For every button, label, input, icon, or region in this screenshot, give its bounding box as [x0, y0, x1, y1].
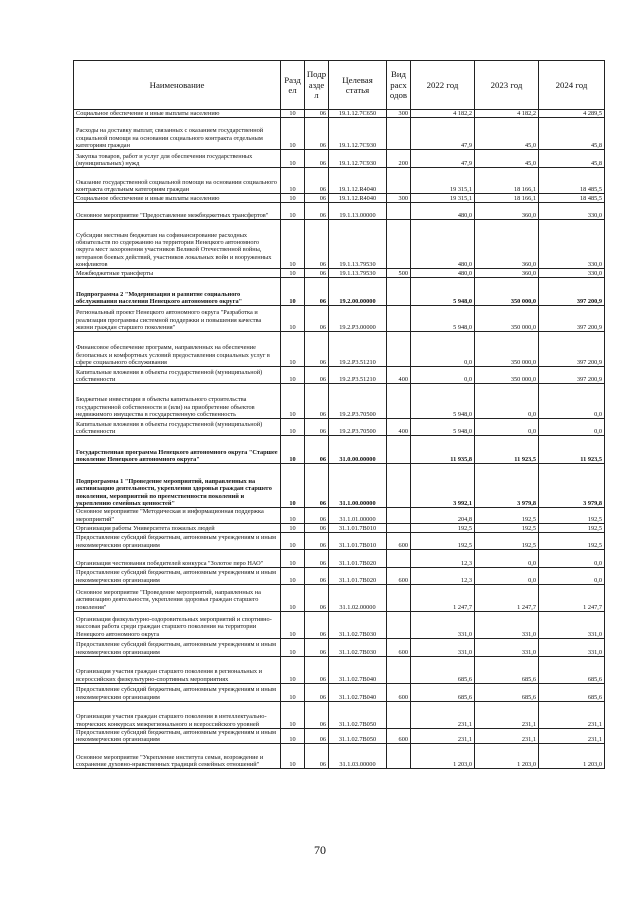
row-expense-type: 600	[387, 728, 411, 744]
row-amount-2024: 192,5	[539, 523, 605, 532]
row-target-article: 19.2.P3.51210	[329, 367, 387, 384]
row-target-article: 19.1.12.7С930	[329, 118, 387, 150]
row-expense-type: 600	[387, 532, 411, 549]
row-expense-type	[387, 306, 411, 332]
row-target-article: 19.1.12.R4040	[329, 194, 387, 203]
row-expense-type	[387, 744, 411, 769]
row-razdel: 10	[281, 419, 305, 436]
row-target-article: 31.1.02.7В050	[329, 701, 387, 728]
row-amount-2024: 397 200,9	[539, 332, 605, 367]
row-expense-type	[387, 701, 411, 728]
row-name: Организация чествования победителей конкурса "Золотое перо НАО"	[74, 549, 281, 567]
row-amount-2024: 331,0	[539, 638, 605, 656]
row-target-article: 19.1.12.R4040	[329, 168, 387, 194]
row-amount-2024: 45,8	[539, 150, 605, 168]
row-expense-type	[387, 436, 411, 464]
row-amount-2024: 330,0	[539, 220, 605, 269]
row-target-article: 31.1.02.00000	[329, 584, 387, 611]
row-amount-2024: 192,5	[539, 508, 605, 524]
row-amount-2022: 12,3	[411, 549, 475, 567]
header-podrazdel: Подр азде л	[305, 61, 329, 110]
budget-sheet	[73, 60, 604, 769]
row-razdel: 10	[281, 549, 305, 567]
row-expense-type: 400	[387, 419, 411, 436]
table-row	[74, 150, 605, 168]
row-expense-type	[387, 549, 411, 567]
row-amount-2022: 192,5	[411, 523, 475, 532]
row-amount-2024: 18 485,5	[539, 168, 605, 194]
row-podrazdel: 06	[305, 611, 329, 638]
table-row	[74, 168, 605, 194]
row-target-article: 31.1.01.7В010	[329, 523, 387, 532]
row-razdel: 10	[281, 367, 305, 384]
row-amount-2022: 685,6	[411, 683, 475, 701]
table-row	[74, 656, 605, 683]
row-name: Региональный проект Ненецкого автономного округа "Разработка и реализация программы системной поддержки и повышения качества жизни граждан старшего поколения"	[74, 306, 281, 332]
row-amount-2023: 350 000,0	[475, 306, 539, 332]
row-amount-2022: 1 247,7	[411, 584, 475, 611]
row-razdel: 10	[281, 508, 305, 524]
row-name: Организация участия граждан старшего поколения в интеллектуально-творческих конкурсах межрегионального и всероссийского уровней	[74, 701, 281, 728]
row-amount-2023: 11 923,5	[475, 436, 539, 464]
row-target-article: 19.2.P3.70500	[329, 384, 387, 419]
row-amount-2024: 192,5	[539, 532, 605, 549]
row-expense-type: 200	[387, 150, 411, 168]
row-name: Закупка товаров, работ и услуг для обеспечения государственных (муниципальных) нужд	[74, 150, 281, 168]
row-podrazdel: 06	[305, 656, 329, 683]
row-amount-2024: 11 923,5	[539, 436, 605, 464]
row-amount-2022: 5 948,0	[411, 384, 475, 419]
table-row	[74, 464, 605, 508]
row-target-article: 19.1.12.7С650	[329, 110, 387, 118]
row-razdel: 10	[281, 638, 305, 656]
row-name: Социальное обеспечение и иные выплаты населению	[74, 110, 281, 118]
row-podrazdel: 06	[305, 203, 329, 220]
row-name: Организация работы Университета пожилых людей	[74, 523, 281, 532]
row-amount-2024: 4 289,5	[539, 110, 605, 118]
row-amount-2023: 0,0	[475, 384, 539, 419]
row-target-article: 19.2.P3.00000	[329, 306, 387, 332]
table-row	[74, 638, 605, 656]
header-expense-type: Вид расх одов	[387, 61, 411, 110]
row-razdel: 10	[281, 278, 305, 306]
row-amount-2024: 0,0	[539, 384, 605, 419]
row-expense-type: 300	[387, 110, 411, 118]
row-razdel: 10	[281, 584, 305, 611]
row-razdel: 10	[281, 436, 305, 464]
table-row	[74, 194, 605, 203]
row-amount-2024: 330,0	[539, 203, 605, 220]
table-row	[74, 110, 605, 118]
row-amount-2024: 45,8	[539, 118, 605, 150]
table-row	[74, 384, 605, 419]
row-amount-2023: 350 000,0	[475, 278, 539, 306]
row-amount-2023: 192,5	[475, 532, 539, 549]
row-amount-2023: 350 000,0	[475, 332, 539, 367]
header-name: Наименование	[74, 61, 281, 110]
row-target-article: 31.1.00.00000	[329, 464, 387, 508]
table-row	[74, 532, 605, 549]
row-podrazdel: 06	[305, 436, 329, 464]
row-podrazdel: 06	[305, 110, 329, 118]
row-amount-2022: 0,0	[411, 332, 475, 367]
row-razdel: 10	[281, 523, 305, 532]
row-amount-2024: 330,0	[539, 269, 605, 278]
header-year-2023: 2023 год	[475, 61, 539, 110]
row-expense-type: 500	[387, 269, 411, 278]
table-row	[74, 523, 605, 532]
row-target-article: 19.1.13.00000	[329, 203, 387, 220]
row-razdel: 10	[281, 744, 305, 769]
header-razdel: Разд ел	[281, 61, 305, 110]
row-razdel: 10	[281, 118, 305, 150]
header-target-article: Целевая статья	[329, 61, 387, 110]
table-row	[74, 508, 605, 524]
table-row	[74, 549, 605, 567]
row-amount-2022: 3 992,1	[411, 464, 475, 508]
row-podrazdel: 06	[305, 118, 329, 150]
row-amount-2023: 231,1	[475, 701, 539, 728]
row-podrazdel: 06	[305, 306, 329, 332]
row-amount-2023: 0,0	[475, 549, 539, 567]
row-amount-2024: 0,0	[539, 567, 605, 584]
row-amount-2022: 5 948,0	[411, 278, 475, 306]
row-amount-2023: 360,0	[475, 269, 539, 278]
row-podrazdel: 06	[305, 168, 329, 194]
table-header-row	[74, 61, 605, 110]
row-amount-2022: 12,3	[411, 567, 475, 584]
header-year-2022: 2022 год	[411, 61, 475, 110]
row-amount-2023: 350 000,0	[475, 367, 539, 384]
row-target-article: 31.1.03.00000	[329, 744, 387, 769]
row-name: Подпрограмма 1 "Проведение мероприятий, направленных на активизацию деятельности, укрепления здоровья граждан старшего поколения, мероприятий по преемственности поколений и укреплению семейных ценностей"	[74, 464, 281, 508]
row-amount-2024: 1 203,0	[539, 744, 605, 769]
row-expense-type: 600	[387, 638, 411, 656]
row-amount-2024: 397 200,9	[539, 367, 605, 384]
table-row	[74, 367, 605, 384]
row-amount-2023: 685,6	[475, 683, 539, 701]
row-target-article: 19.1.12.7С930	[329, 150, 387, 168]
row-amount-2024: 3 979,8	[539, 464, 605, 508]
row-amount-2023: 331,0	[475, 638, 539, 656]
row-amount-2022: 231,1	[411, 728, 475, 744]
row-expense-type	[387, 611, 411, 638]
row-podrazdel: 06	[305, 384, 329, 419]
row-amount-2023: 360,0	[475, 203, 539, 220]
row-name: Государственная программа Ненецкого автономного округа "Старшее поколение Ненецкого автономного округа"	[74, 436, 281, 464]
row-razdel: 10	[281, 384, 305, 419]
row-target-article: 19.2.P3.51210	[329, 332, 387, 367]
row-name: Субсидии местным бюджетам на софинансирование расходных обязательств по содержанию на территории Ненецкого автономного округа мест захоронения участников Великой Отечественной войны, ветеранов боевых действий, участников локальных войн и вооруженных конфликтов	[74, 220, 281, 269]
row-target-article: 31.1.01.7В020	[329, 549, 387, 567]
row-expense-type	[387, 384, 411, 419]
row-expense-type: 300	[387, 194, 411, 203]
row-amount-2022: 480,0	[411, 269, 475, 278]
row-podrazdel: 06	[305, 567, 329, 584]
table-row	[74, 332, 605, 367]
row-amount-2023: 18 166,1	[475, 194, 539, 203]
row-podrazdel: 06	[305, 278, 329, 306]
row-amount-2023: 360,0	[475, 220, 539, 269]
table-row	[74, 744, 605, 769]
row-razdel: 10	[281, 168, 305, 194]
row-razdel: 10	[281, 332, 305, 367]
row-podrazdel: 06	[305, 269, 329, 278]
row-target-article: 31.0.00.00000	[329, 436, 387, 464]
row-amount-2023: 45,0	[475, 150, 539, 168]
row-name: Предоставление субсидий бюджетным, автономным учреждениям и иным некоммерческим организациям	[74, 567, 281, 584]
row-razdel: 10	[281, 464, 305, 508]
table-row	[74, 584, 605, 611]
row-name: Расходы на доставку выплат, связанных с оказанием государственной социальной помощи на основании социального контракта отдельным категориям граждан	[74, 118, 281, 150]
row-amount-2024: 685,6	[539, 683, 605, 701]
row-name: Основное мероприятие "Предоставление межбюджетных трансфертов"	[74, 203, 281, 220]
row-amount-2023: 1 203,0	[475, 744, 539, 769]
row-amount-2022: 0,0	[411, 367, 475, 384]
row-target-article: 31.1.02.7В040	[329, 683, 387, 701]
row-podrazdel: 06	[305, 194, 329, 203]
row-amount-2024: 0,0	[539, 419, 605, 436]
row-podrazdel: 06	[305, 419, 329, 436]
table-row	[74, 203, 605, 220]
row-amount-2022: 685,6	[411, 656, 475, 683]
row-name: Бюджетные инвестиции в объекты капитального строительства государственной собственности и (или) на приобретение объектов недвижимого имущества в государственную собственность	[74, 384, 281, 419]
row-amount-2024: 0,0	[539, 549, 605, 567]
row-name: Основное мероприятие "Проведение мероприятий, направленных на активизацию деятельности, укрепления здоровья граждан старшего поколения"	[74, 584, 281, 611]
row-amount-2022: 47,9	[411, 118, 475, 150]
row-razdel: 10	[281, 656, 305, 683]
row-amount-2022: 5 948,0	[411, 419, 475, 436]
header-year-2024: 2024 год	[539, 61, 605, 110]
row-expense-type	[387, 464, 411, 508]
row-podrazdel: 06	[305, 701, 329, 728]
table-row	[74, 701, 605, 728]
row-podrazdel: 06	[305, 220, 329, 269]
row-expense-type	[387, 278, 411, 306]
row-amount-2022: 331,0	[411, 638, 475, 656]
row-amount-2022: 480,0	[411, 220, 475, 269]
row-razdel: 10	[281, 701, 305, 728]
row-razdel: 10	[281, 150, 305, 168]
row-target-article: 19.1.13.79530	[329, 269, 387, 278]
row-name: Капитальные вложения в объекты государственной (муниципальной) собственности	[74, 419, 281, 436]
row-razdel: 10	[281, 611, 305, 638]
row-amount-2022: 4 182,2	[411, 110, 475, 118]
row-podrazdel: 06	[305, 508, 329, 524]
row-expense-type	[387, 203, 411, 220]
row-name: Предоставление субсидий бюджетным, автономным учреждениям и иным некоммерческим организациям	[74, 638, 281, 656]
row-podrazdel: 06	[305, 464, 329, 508]
table-row	[74, 683, 605, 701]
row-target-article: 31.1.02.7В030	[329, 638, 387, 656]
row-amount-2022: 5 948,0	[411, 306, 475, 332]
row-name: Организация участия граждан старшего поколения в региональных и всероссийских физкультурно-спортивных мероприятиях	[74, 656, 281, 683]
row-amount-2024: 1 247,7	[539, 584, 605, 611]
row-target-article: 31.1.02.7В050	[329, 728, 387, 744]
row-razdel: 10	[281, 567, 305, 584]
row-amount-2022: 11 935,8	[411, 436, 475, 464]
row-amount-2023: 0,0	[475, 419, 539, 436]
row-name: Межбюджетные трансферты	[74, 269, 281, 278]
row-name: Основное мероприятие "Укрепление института семьи, возрождение и сохранение духовно-нравственных традиций семейных отношений"	[74, 744, 281, 769]
row-razdel: 10	[281, 220, 305, 269]
row-target-article: 31.1.02.7В040	[329, 656, 387, 683]
row-amount-2023: 192,5	[475, 508, 539, 524]
row-name: Оказание государственной социальной помощи на основании социального контракта отдельным категориям граждан	[74, 168, 281, 194]
table-body	[74, 110, 605, 769]
row-razdel: 10	[281, 728, 305, 744]
row-podrazdel: 06	[305, 744, 329, 769]
table-row	[74, 269, 605, 278]
row-expense-type: 600	[387, 567, 411, 584]
table-row	[74, 611, 605, 638]
row-podrazdel: 06	[305, 549, 329, 567]
row-amount-2022: 204,8	[411, 508, 475, 524]
table-row	[74, 306, 605, 332]
row-amount-2023: 18 166,1	[475, 168, 539, 194]
row-amount-2022: 480,0	[411, 203, 475, 220]
row-target-article: 19.2.P3.70500	[329, 419, 387, 436]
row-razdel: 10	[281, 110, 305, 118]
row-podrazdel: 06	[305, 150, 329, 168]
row-target-article: 31.1.01.7В020	[329, 567, 387, 584]
row-razdel: 10	[281, 683, 305, 701]
row-name: Капитальные вложения в объекты государственной (муниципальной) собственности	[74, 367, 281, 384]
table-row	[74, 278, 605, 306]
row-amount-2024: 331,0	[539, 611, 605, 638]
row-razdel: 10	[281, 306, 305, 332]
budget-table	[73, 60, 605, 769]
row-name: Финансовое обеспечение программ, направленных на обеспечение безопасных и комфортных условий предоставления социальных услуг в сфере социального обслуживания	[74, 332, 281, 367]
row-name: Предоставление субсидий бюджетным, автономным учреждениям и иным некоммерческим организациям	[74, 683, 281, 701]
row-expense-type	[387, 508, 411, 524]
row-amount-2024: 397 200,9	[539, 306, 605, 332]
row-amount-2024: 231,1	[539, 701, 605, 728]
row-target-article: 31.1.02.7В030	[329, 611, 387, 638]
row-expense-type	[387, 220, 411, 269]
row-target-article: 19.2.00.00000	[329, 278, 387, 306]
row-razdel: 10	[281, 194, 305, 203]
row-expense-type: 600	[387, 683, 411, 701]
row-name: Организация физкультурно-оздоровительных мероприятий и спортивно-массовая работа среди граждан старшего поколения на территории Ненецкого автономного округа	[74, 611, 281, 638]
row-target-article: 19.1.13.79530	[329, 220, 387, 269]
row-amount-2024: 685,6	[539, 656, 605, 683]
row-expense-type: 400	[387, 367, 411, 384]
row-podrazdel: 06	[305, 683, 329, 701]
row-name: Подпрограмма 2 "Модернизация и развитие социального обслуживания населения Ненецкого автономного округа"	[74, 278, 281, 306]
row-name: Основное мероприятие "Методическая и информационная поддержка мероприятий"	[74, 508, 281, 524]
row-name: Социальное обеспечение и иные выплаты населению	[74, 194, 281, 203]
row-name: Предоставление субсидий бюджетным, автономным учреждениям и иным некоммерческим организациям	[74, 532, 281, 549]
row-amount-2023: 192,5	[475, 523, 539, 532]
row-podrazdel: 06	[305, 332, 329, 367]
row-amount-2022: 47,9	[411, 150, 475, 168]
row-amount-2023: 685,6	[475, 656, 539, 683]
row-expense-type	[387, 523, 411, 532]
row-podrazdel: 06	[305, 523, 329, 532]
row-amount-2023: 331,0	[475, 611, 539, 638]
row-target-article: 31.1.01.00000	[329, 508, 387, 524]
row-podrazdel: 06	[305, 367, 329, 384]
row-podrazdel: 06	[305, 532, 329, 549]
row-expense-type	[387, 656, 411, 683]
table-row	[74, 567, 605, 584]
row-razdel: 10	[281, 203, 305, 220]
row-expense-type	[387, 168, 411, 194]
row-amount-2023: 4 182,2	[475, 110, 539, 118]
row-amount-2023: 1 247,7	[475, 584, 539, 611]
row-razdel: 10	[281, 269, 305, 278]
row-expense-type	[387, 332, 411, 367]
row-amount-2024: 231,1	[539, 728, 605, 744]
row-razdel: 10	[281, 532, 305, 549]
row-amount-2022: 231,1	[411, 701, 475, 728]
row-podrazdel: 06	[305, 584, 329, 611]
row-amount-2024: 18 485,5	[539, 194, 605, 203]
row-expense-type	[387, 584, 411, 611]
row-target-article: 31.1.01.7В010	[329, 532, 387, 549]
row-podrazdel: 06	[305, 728, 329, 744]
table-row	[74, 220, 605, 269]
row-amount-2024: 397 200,9	[539, 278, 605, 306]
row-amount-2023: 3 979,8	[475, 464, 539, 508]
row-amount-2022: 331,0	[411, 611, 475, 638]
row-amount-2023: 0,0	[475, 567, 539, 584]
row-podrazdel: 06	[305, 638, 329, 656]
table-row	[74, 118, 605, 150]
table-row	[74, 419, 605, 436]
row-amount-2023: 45,0	[475, 118, 539, 150]
row-amount-2022: 19 315,1	[411, 194, 475, 203]
row-name: Предоставление субсидий бюджетным, автономным учреждениям и иным некоммерческим организациям	[74, 728, 281, 744]
row-amount-2023: 231,1	[475, 728, 539, 744]
row-amount-2022: 19 315,1	[411, 168, 475, 194]
row-expense-type	[387, 118, 411, 150]
row-amount-2022: 192,5	[411, 532, 475, 549]
page-number: 70	[314, 843, 326, 857]
table-row	[74, 436, 605, 464]
table-row	[74, 728, 605, 744]
row-amount-2022: 1 203,0	[411, 744, 475, 769]
